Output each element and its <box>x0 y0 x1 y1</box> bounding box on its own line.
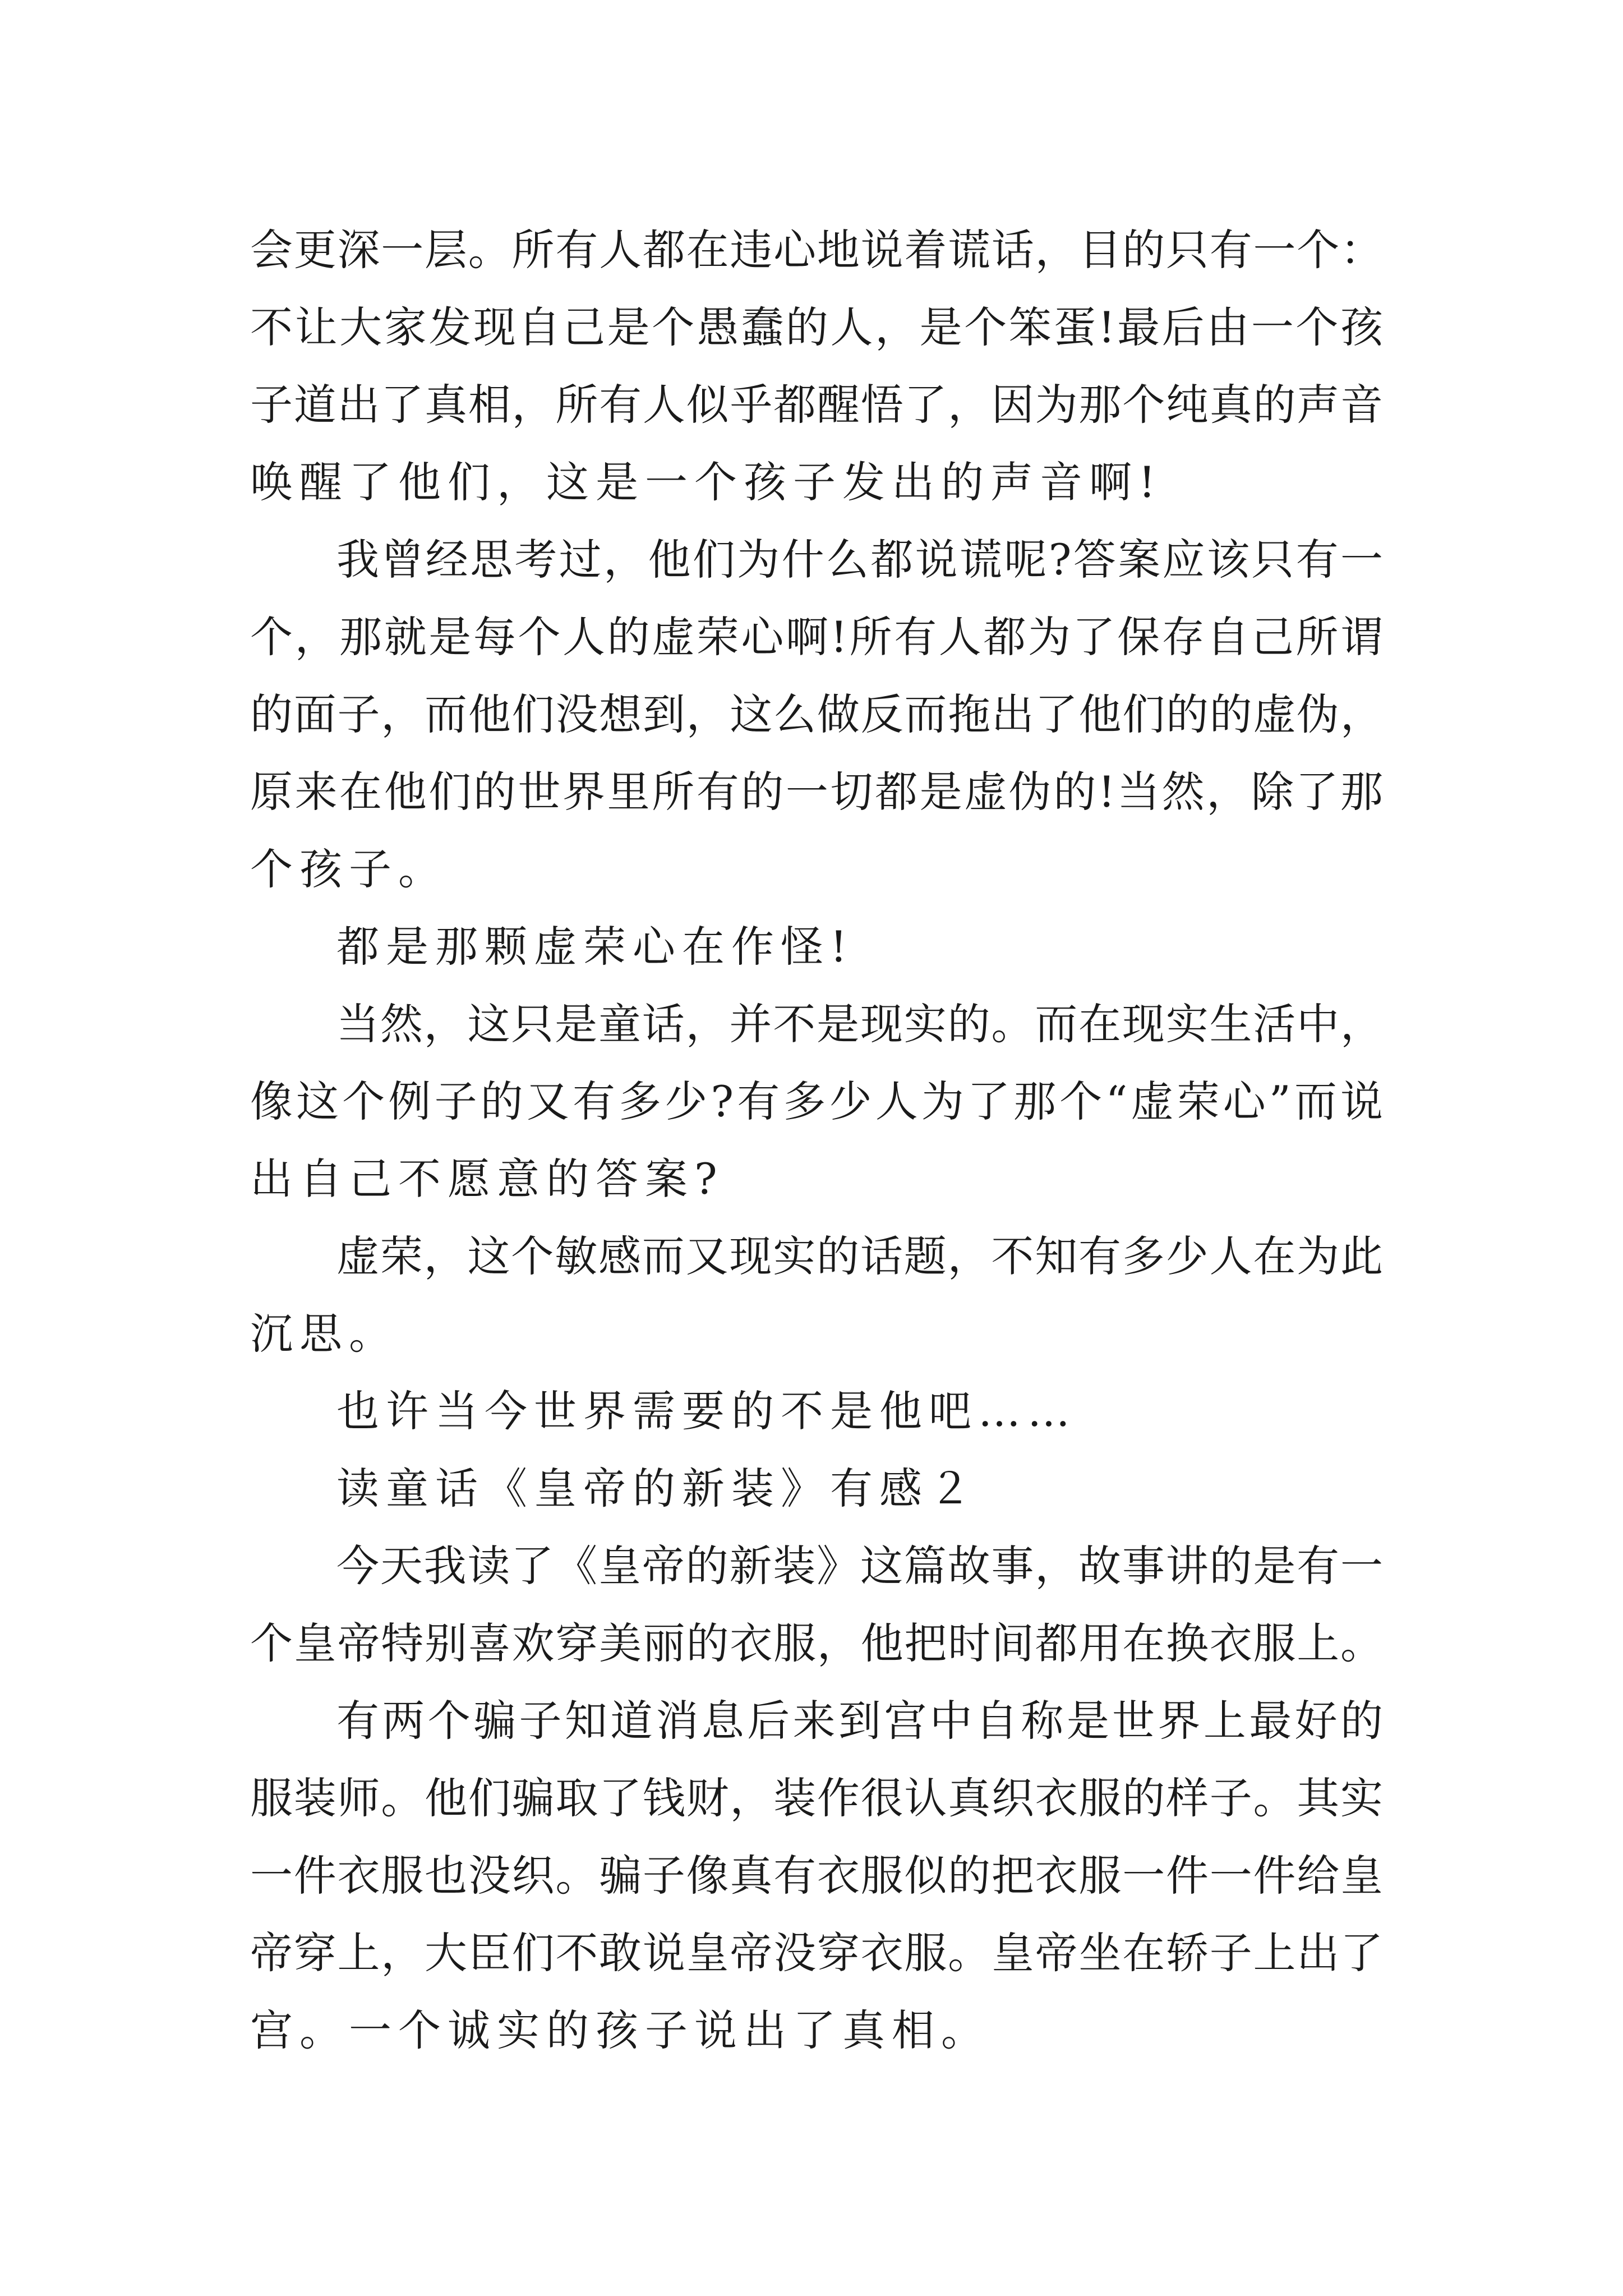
text-line: 唤醒了他们，这是一个孩子发出的声音啊! <box>250 457 1163 507</box>
text-line: 原来在他们的世界里所有的一切都是虚伪的!当然，除了那 <box>250 767 1383 817</box>
text-line: 当然，这只是童话，并不是现实的。而在现实生活中， <box>336 999 1383 1049</box>
text-line: 都是那颗虚荣心在作怪! <box>336 922 854 972</box>
text-line: 像这个例子的又有多少?有多少人为了那个“虚荣心”而说 <box>250 1076 1383 1126</box>
text-line: 出自己不愿意的答案? <box>250 1154 724 1204</box>
text-line: 宫。一个诚实的孩子说出了真相。 <box>250 2005 990 2055</box>
text-line: 虚荣，这个敏感而又现实的话题，不知有多少人在为此 <box>336 1231 1383 1281</box>
text-line: 不让大家发现自己是个愚蠢的人，是个笨蛋!最后由一个孩 <box>250 302 1383 352</box>
text-line: 帝穿上，大臣们不敢说皇帝没穿衣服。皇帝坐在轿子上出了 <box>250 1928 1383 1978</box>
text-line: 一件衣服也没织。骗子像真有衣服似的把衣服一件一件给皇 <box>250 1851 1383 1901</box>
text-line: 个孩子。 <box>250 844 448 894</box>
text-line: 个皇帝特别喜欢穿美丽的衣服，他把时间都用在换衣服上。 <box>250 1618 1383 1668</box>
section-heading: 读童话《皇帝的新装》有感２ <box>336 1464 978 1513</box>
text-line: 个，那就是每个人的虚荣心啊!所有人都为了保存自己所谓 <box>250 612 1383 662</box>
text-line: 会更深一层。所有人都在违心地说着谎话，目的只有一个： <box>250 225 1383 275</box>
text-line: 的面子，而他们没想到，这么做反而拖出了他们的的虚伪， <box>250 689 1383 739</box>
text-line: 我曾经思考过，他们为什么都说谎呢?答案应该只有一 <box>336 535 1383 585</box>
text-line: 子道出了真相，所有人似乎都醒悟了，因为那个纯真的声音 <box>250 380 1383 430</box>
text-line: 有两个骗子知道消息后来到宫中自称是世界上最好的 <box>336 1696 1383 1746</box>
text-line: 沉思。 <box>250 1309 398 1359</box>
text-line: 也许当今世界需要的不是他吧…… <box>336 1386 1077 1436</box>
text-line: 今天我读了《皇帝的新装》这篇故事，故事讲的是有一 <box>336 1541 1383 1591</box>
text-line: 服装师。他们骗取了钱财，装作很认真织衣服的样子。其实 <box>250 1773 1383 1823</box>
